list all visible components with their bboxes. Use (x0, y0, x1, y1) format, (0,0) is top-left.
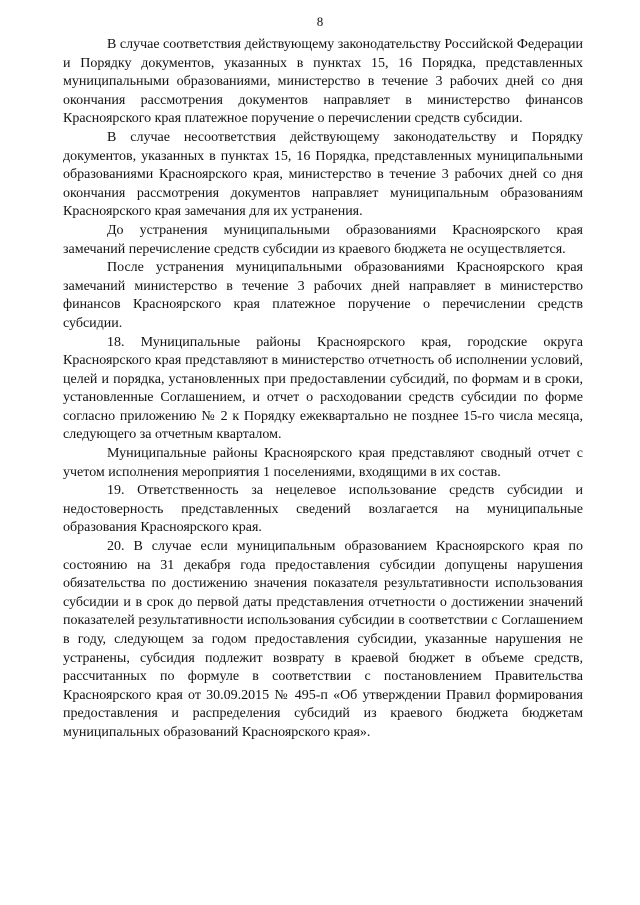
paragraph-after-fixed: После устранения муниципальными образованиями Красноярского края замечаний министерство в течение 3 рабочих дней направляет в министерство финансов Красноярского края платежное поручение о перечислении средств субсидии. (63, 260, 583, 331)
paragraph-item-20: 20. В случае если муниципальным образованием Красноярского края по состоянию на 31 декабря года предоставления субсидии допущены нарушения обязательства по достижению значения показателя результативности использования субсидии и в срок до первой даты представления отчетности о достижении значений показателей результативности использования субсидии в соответствии с Соглашением в году, следующем за годом предоставления субсидии, указанные нарушения не устранены, субсидия подлежит возврату в краевой бюджет в объеме средств, рассчитанных по формуле в соответствии с постановлением Правительства Красноярского края от 30.09.2015 № 495-п «Об утверждении Правил формирования предоставления и распределения субсидий из краевого бюджета бюджетам муниципальных образований Красноярского края». (63, 539, 583, 740)
page-number: 8 (316, 14, 324, 29)
paragraph-compliance: В случае соответствия действующему законодательству Российской Федерации и Порядку документов, указанных в пунктах 15, 16 Порядка, представленных муниципальными образованиями, министерство в течение 3 рабочих дней со дня окончания рассмотрения документов направляет в министерство финансов Красноярского края платежное поручение о перечислении средств субсидии. (63, 37, 583, 127)
document-body (63, 36, 583, 743)
paragraph-item-19: 19. Ответственность за нецелевое использование средств субсидии и недостоверность представленных сведений возлагается на муниципальные образования Красноярского края. (63, 483, 583, 536)
paragraph-summary-report: Муниципальные районы Красноярского края представляют сводный отчет с учетом исполнения мероприятия 1 поселениями, входящими в их состав. (63, 446, 583, 480)
paragraph-noncompliance: В случае несоответствия действующему законодательству и Порядку документов, указанных в пунктах 15, 16 Порядка, представленных муниципальными образованиями Красноярского края, министерство в течение 3 рабочих дней со дня окончания рассмотрения документов направляет муниципальным образованиям Красноярского края замечания для их устранения. (63, 129, 583, 220)
paragraph-until-fixed: До устранения муниципальными образованиями Красноярского края замечаний перечисление средств субсидии из краевого бюджета не осуществляется. (63, 222, 583, 257)
paragraph-item-18: 18. Муниципальные районы Красноярского края, городские округа Красноярского края представляют в министерство отчетность об исполнении условий, целей и порядка, установленных при предоставлении субсидий, по формам и в сроки, установленные Соглашением, и отчет о расходовании средств субсидии по форме согласно приложению № 2 к Порядку ежеквартально не позднее 15-го числа месяца, следующего за отчетным кварталом. (63, 334, 583, 443)
